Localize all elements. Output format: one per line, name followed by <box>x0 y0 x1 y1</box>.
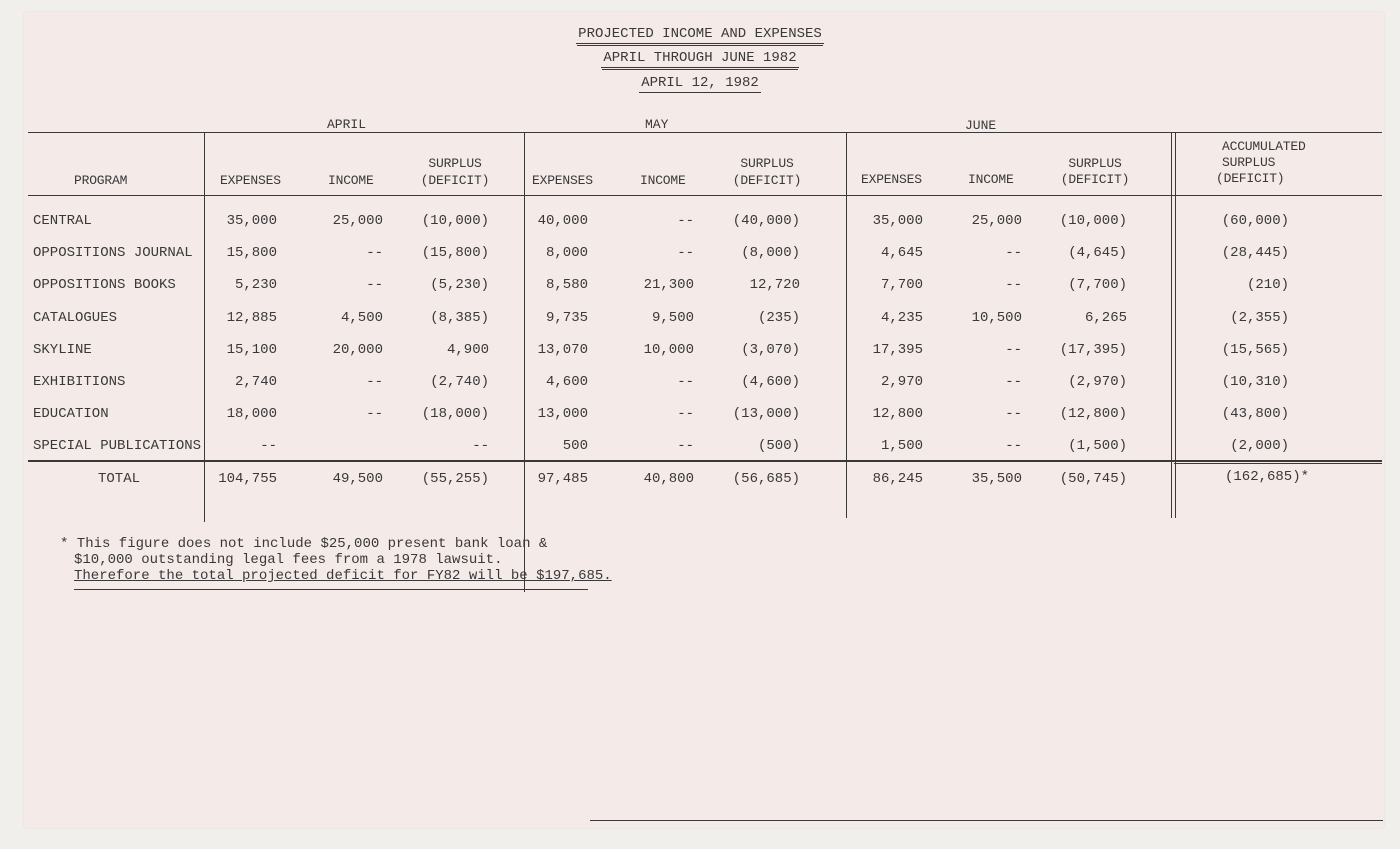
table-row-program: SPECIAL PUBLICATIONS <box>33 438 202 454</box>
table-cell: (15,800) <box>421 245 489 261</box>
table-cell: (7,700) <box>1068 277 1127 293</box>
table-cell: -- <box>677 213 694 229</box>
table-cell: (5,230) <box>430 277 489 293</box>
table-cell: (40,000) <box>732 213 800 229</box>
table-cell: 25,000 <box>332 213 383 229</box>
table-cell: (500) <box>757 438 800 454</box>
table-cell: -- <box>1005 374 1022 390</box>
table-cell: -- <box>366 406 383 422</box>
table-cell-accumulated: (28,445) <box>1221 245 1289 261</box>
header-rule <box>28 195 1382 196</box>
total-cell-accumulated: (162,685)* <box>1224 469 1309 485</box>
header-may-deficit: (DEFICIT) <box>732 173 802 188</box>
header-may-income: INCOME <box>640 173 686 188</box>
table-cell: 1,500 <box>880 438 923 454</box>
table-cell: (18,000) <box>421 406 489 422</box>
table-cell: 35,000 <box>872 213 923 229</box>
table-cell: 4,900 <box>446 342 489 358</box>
table-row-program: SKYLINE <box>33 342 92 358</box>
table-cell: (8,000) <box>741 245 800 261</box>
header-jun-surplus: SURPLUS <box>1068 156 1122 171</box>
table-cell: (4,600) <box>741 374 800 390</box>
table-cell: 7,700 <box>880 277 923 293</box>
table-cell: 4,600 <box>545 374 588 390</box>
table-row-program: CATALOGUES <box>33 310 118 326</box>
month-may: MAY <box>645 117 669 132</box>
footnote-line-1: * This figure does not include $25,000 present bank loan & <box>60 536 548 552</box>
table-cell: 35,000 <box>226 213 277 229</box>
table-cell: 8,580 <box>545 277 588 293</box>
table-cell: -- <box>472 438 489 454</box>
table-cell: (1,500) <box>1068 438 1127 454</box>
table-cell-accumulated: (15,565) <box>1221 342 1289 358</box>
table-cell-accumulated: (210) <box>1246 277 1289 293</box>
table-cell: 6,265 <box>1084 310 1127 326</box>
document-date: APRIL 12, 1982 <box>641 75 759 91</box>
table-row-program: OPPOSITIONS JOURNAL <box>33 245 193 261</box>
total-rule-accumulated <box>1174 463 1382 464</box>
header-acc-deficit: (DEFICIT) <box>1216 171 1285 186</box>
table-cell: 15,800 <box>226 245 277 261</box>
header-may-surplus: SURPLUS <box>740 156 794 171</box>
table-cell: (4,645) <box>1068 245 1127 261</box>
table-cell: 12,720 <box>749 277 800 293</box>
table-top-rule <box>28 132 1382 133</box>
table-cell: (8,385) <box>430 310 489 326</box>
table-row-program: OPPOSITIONS BOOKS <box>33 277 176 293</box>
table-cell: 10,000 <box>643 342 694 358</box>
table-cell: -- <box>366 277 383 293</box>
table-cell-accumulated: (60,000) <box>1221 213 1289 229</box>
table-cell: 21,300 <box>643 277 694 293</box>
table-cell: 12,885 <box>226 310 277 326</box>
table-cell: 4,235 <box>880 310 923 326</box>
total-cell: (55,255) <box>421 471 489 487</box>
divider-april <box>204 132 205 522</box>
table-cell: (17,395) <box>1059 342 1127 358</box>
header-apr-expenses: EXPENSES <box>220 173 281 188</box>
table-cell: (235) <box>757 310 800 326</box>
header-accumulated: ACCUMULATED <box>1222 139 1306 154</box>
header-jun-deficit: (DEFICIT) <box>1060 172 1130 187</box>
footnote-line-3: Therefore the total projected deficit for FY82 will be $197,685. <box>74 568 612 584</box>
table-cell: (3,070) <box>741 342 800 358</box>
header-acc-surplus: SURPLUS <box>1222 155 1276 170</box>
footnote-line-2: $10,000 outstanding legal fees from a 1978 lawsuit. <box>74 552 503 568</box>
total-cell: 104,755 <box>218 471 277 487</box>
table-cell: 9,500 <box>651 310 694 326</box>
table-cell-accumulated: (10,310) <box>1221 374 1289 390</box>
table-cell: 25,000 <box>971 213 1022 229</box>
table-cell: 2,740 <box>234 374 277 390</box>
table-cell: -- <box>1005 245 1022 261</box>
table-cell: (12,800) <box>1059 406 1127 422</box>
table-cell: 4,645 <box>880 245 923 261</box>
header-program: PROGRAM <box>74 173 128 188</box>
document-period: APRIL THROUGH JUNE 1982 <box>603 50 797 66</box>
total-cell: 97,485 <box>537 471 588 487</box>
table-cell: 13,070 <box>537 342 588 358</box>
table-cell: -- <box>677 406 694 422</box>
footnote-double-underline <box>74 589 588 590</box>
total-cell: 49,500 <box>332 471 383 487</box>
table-cell-accumulated: (2,000) <box>1230 438 1289 454</box>
total-cell: (50,745) <box>1059 471 1127 487</box>
month-april: APRIL <box>327 117 367 132</box>
document-title: PROJECTED INCOME AND EXPENSES <box>578 26 822 42</box>
table-row-program: EXHIBITIONS <box>33 374 126 390</box>
total-label: TOTAL <box>98 471 141 487</box>
page-edge-rule <box>590 820 1383 821</box>
table-cell: (10,000) <box>421 213 489 229</box>
table-row-program: EDUCATION <box>33 406 109 422</box>
month-june: JUNE <box>965 118 997 133</box>
total-cell: 86,245 <box>872 471 923 487</box>
table-cell: -- <box>677 374 694 390</box>
divider-may <box>524 132 525 592</box>
table-cell: 12,800 <box>872 406 923 422</box>
total-cell: 40,800 <box>643 471 694 487</box>
table-cell: 4,500 <box>340 310 383 326</box>
table-cell: (2,970) <box>1068 374 1127 390</box>
table-cell: 17,395 <box>872 342 923 358</box>
table-cell: 13,000 <box>537 406 588 422</box>
table-cell: 8,000 <box>545 245 588 261</box>
table-cell: 2,970 <box>880 374 923 390</box>
table-row-program: CENTRAL <box>33 213 92 229</box>
table-cell: 20,000 <box>332 342 383 358</box>
total-cell: 35,500 <box>971 471 1022 487</box>
table-cell: (2,740) <box>430 374 489 390</box>
table-cell: -- <box>677 438 694 454</box>
table-cell: -- <box>260 438 277 454</box>
table-cell: -- <box>366 245 383 261</box>
table-cell: -- <box>366 374 383 390</box>
table-cell: 500 <box>562 438 588 454</box>
table-cell-accumulated: (2,355) <box>1230 310 1289 326</box>
table-cell: 10,500 <box>971 310 1022 326</box>
table-cell: -- <box>1005 438 1022 454</box>
total-rule <box>28 460 1382 462</box>
header-jun-expenses: EXPENSES <box>861 172 922 187</box>
table-cell: -- <box>677 245 694 261</box>
table-cell: -- <box>1005 277 1022 293</box>
table-cell: (10,000) <box>1059 213 1127 229</box>
total-cell: (56,685) <box>732 471 800 487</box>
table-cell-accumulated: (43,800) <box>1221 406 1289 422</box>
header-jun-income: INCOME <box>968 172 1014 187</box>
header-apr-deficit: (DEFICIT) <box>420 173 490 188</box>
table-cell: (13,000) <box>732 406 800 422</box>
table-cell: 5,230 <box>234 277 277 293</box>
table-cell: 18,000 <box>226 406 277 422</box>
table-cell: -- <box>1005 406 1022 422</box>
header-apr-income: INCOME <box>328 173 374 188</box>
table-cell: 9,735 <box>545 310 588 326</box>
header-apr-surplus: SURPLUS <box>428 156 482 171</box>
table-cell: 40,000 <box>537 213 588 229</box>
table-cell: 15,100 <box>226 342 277 358</box>
table-cell: -- <box>1005 342 1022 358</box>
header-may-expenses: EXPENSES <box>532 173 593 188</box>
